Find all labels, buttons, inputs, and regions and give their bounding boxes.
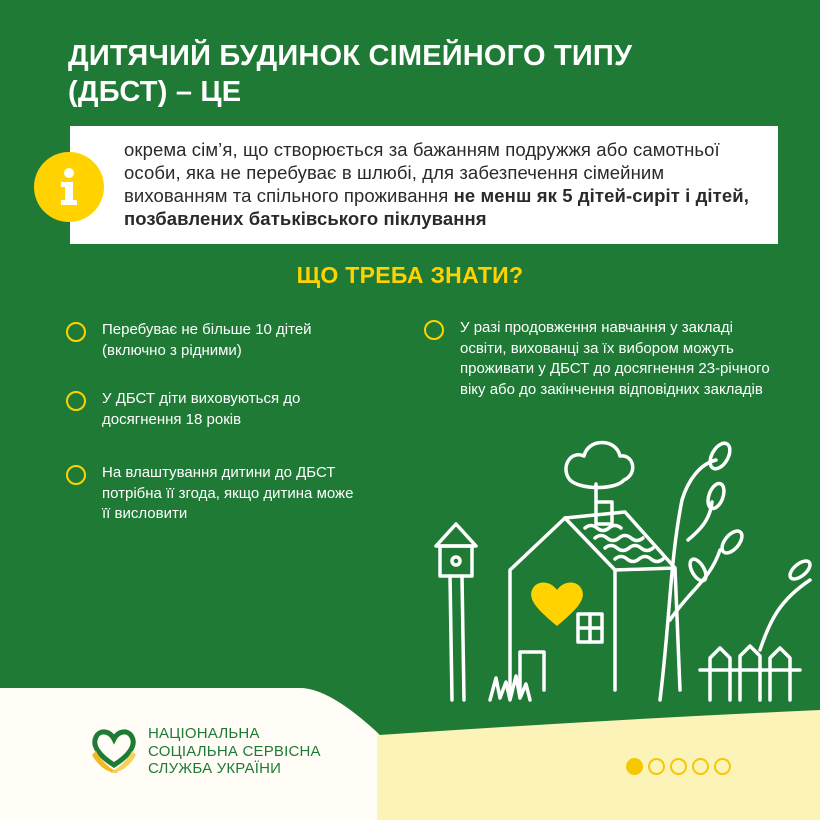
circle-bullet-icon [66,391,86,411]
pagination [626,758,736,775]
house-illustration [420,420,820,730]
circle-bullet-icon [66,465,86,485]
logo-line-2: СОЦІАЛЬНА СЕРВІСНА [148,742,321,760]
definition-text [124,138,752,230]
logo-line-1: НАЦІОНАЛЬНА [148,725,260,742]
title-line-1: ДИТЯЧИЙ БУДИНОК СІМЕЙНОГО ТИПУ [68,40,633,72]
fact-text: У разі продовження навчання у закладі освіти, вихованці за їх вибором можуть проживати у ДБСТ до досягнення 23-річного віку або до закінчення відповідних закладів [460,319,770,398]
subheading: ЩО ТРЕБА ЗНАТИ? [296,262,524,288]
pagination-dot-3[interactable] [670,758,687,775]
fact-text: Перебуває не більше 10 дітей (включно з рідними) [102,321,312,359]
fact-item [66,320,366,361]
definition-bold: не менш як 5 дітей-сиріт і дітей, позбавлених батьківського піклування [124,185,749,229]
pagination-dot-5[interactable] [714,758,731,775]
page-title [68,38,768,110]
title-line-2: (ДБСТ) – ЦЕ [68,76,242,108]
fact-item [66,463,356,525]
pagination-dot-4[interactable] [692,758,709,775]
fact-item [424,318,774,400]
definition-box [70,126,778,244]
nsss-logo [88,725,321,778]
fact-item [66,389,366,430]
circle-bullet-icon [66,322,86,342]
logo-line-3: СЛУЖБА УКРАЇНИ [148,760,282,777]
fact-text: У ДБСТ діти виховуються до досягнення 18 років [102,390,301,428]
fact-text: На влаштування дитини до ДБСТ потрібна її згода, якщо дитина може її висловити [102,464,354,522]
heart-hands-logo-icon [88,725,140,777]
definition-plain: окрема сім’я, що створюється за бажанням подружжя або самотньої особи, яка не перебуває в шлюбі, для забезпечення сімейним вихованням та спільного проживання [124,139,720,206]
circle-bullet-icon [424,320,444,340]
pagination-dot-1[interactable] [626,758,643,775]
logo-text [148,725,321,778]
pagination-dot-2[interactable] [648,758,665,775]
info-icon [34,152,104,222]
